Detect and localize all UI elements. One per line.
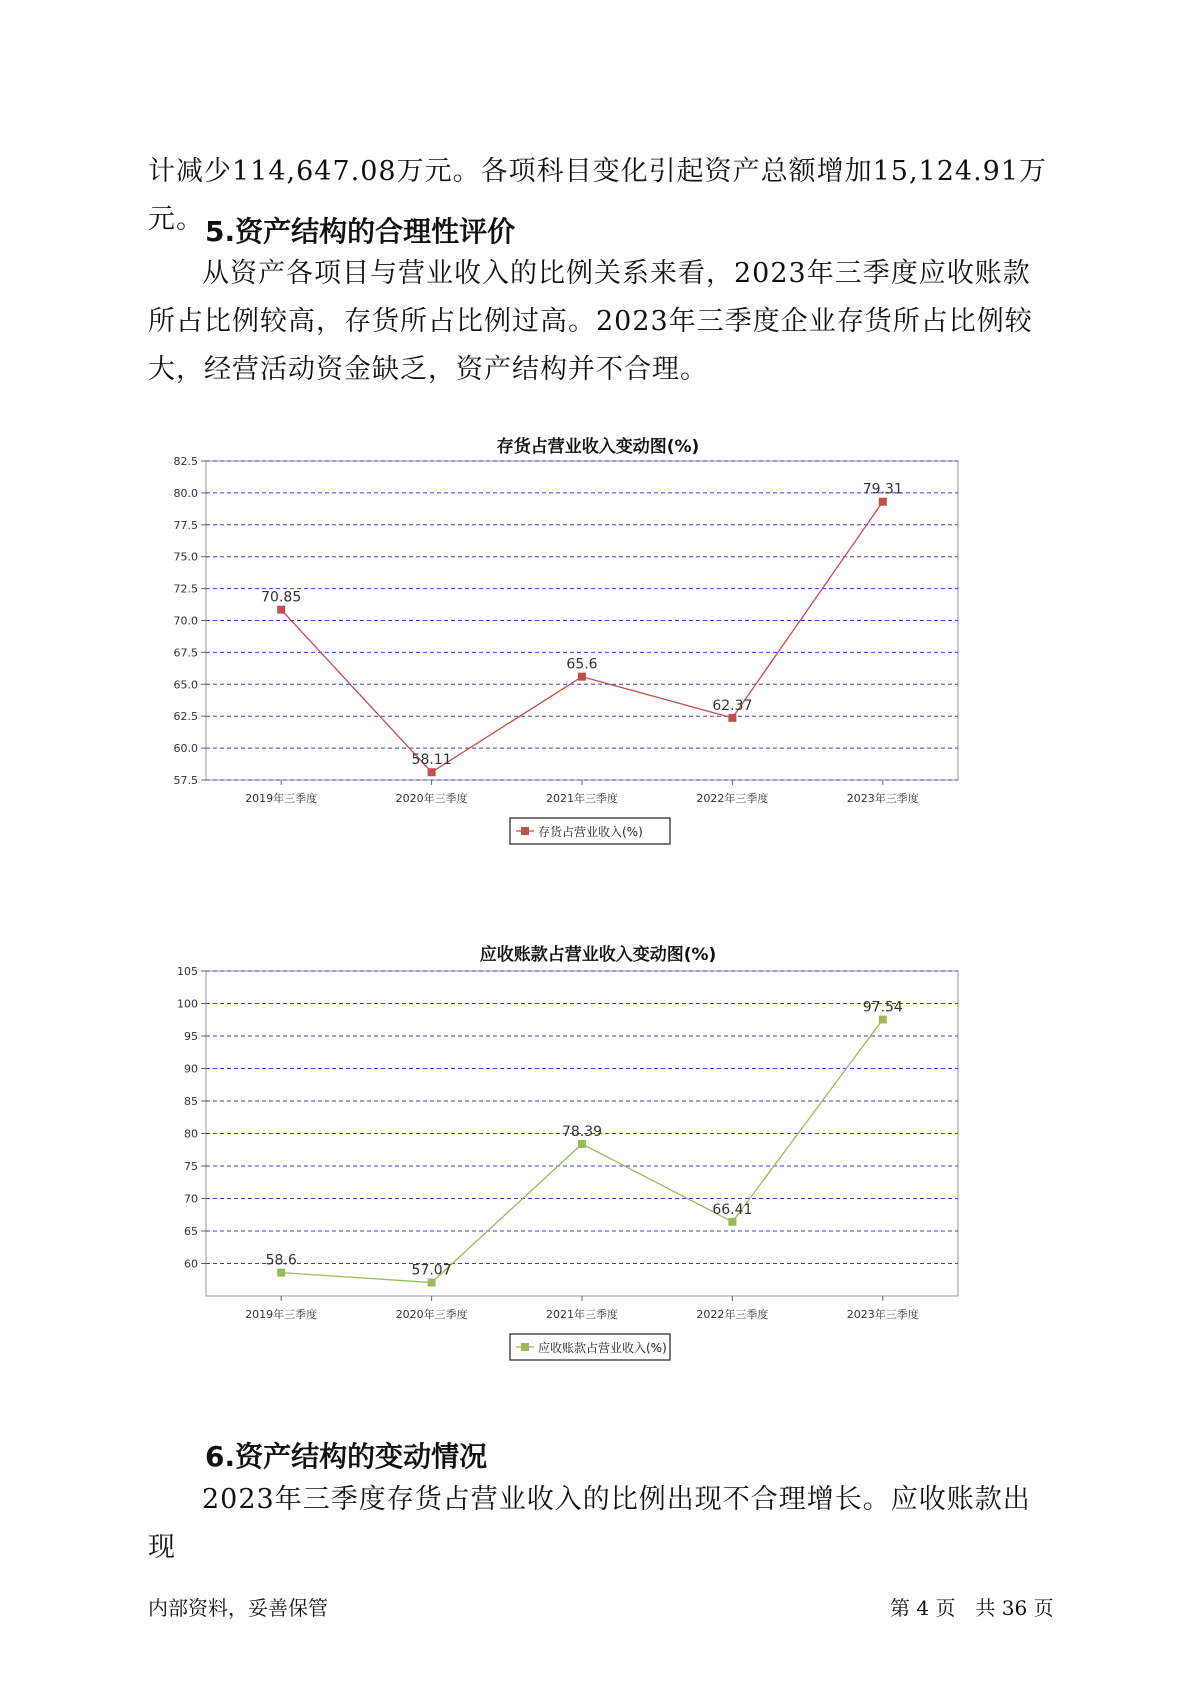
y-tick-label: 85 [184,1095,198,1108]
y-tick-label: 60.0 [173,742,198,756]
footer-note: 内部资料，妥善保管 [148,1596,328,1620]
section5-heading: 5.资产结构的合理性评价 [205,215,516,248]
x-tick-label: 2020年三季度 [395,1308,468,1321]
data-point [578,673,586,681]
legend-marker [521,827,529,835]
intro-line: 计减少114,647.08万元。各项科目变化引起资产总额增加15,124.91万元。 [148,156,1048,235]
data-label: 62.37 [712,697,753,714]
data-label: 78.39 [561,1123,603,1140]
y-tick-label: 95 [184,1030,198,1043]
data-point [277,606,285,614]
data-label: 58.6 [265,1252,297,1269]
section6-paragraph: 2023年三季度存货占营业收入的比例出现不合理增长。应收账款出现 [148,1484,1031,1563]
y-tick-label: 75 [184,1160,198,1173]
y-tick-label: 70 [184,1192,198,1206]
y-tick-label: 70.0 [173,614,198,628]
y-tick-label: 77.5 [173,518,198,532]
data-point [728,714,736,722]
y-tick-label: 82.5 [173,455,198,468]
data-point [728,1218,736,1226]
x-tick-label: 2022年三季度 [696,1308,769,1321]
chart-inventory-ratio [148,455,1048,850]
page-number: 第 4 页 共 36 页 [890,1596,1054,1620]
data-point [277,1269,285,1277]
data-point [578,1140,586,1148]
y-tick-label: 62.5 [173,710,198,724]
data-point [879,498,887,506]
y-tick-label: 67.5 [173,646,198,660]
section5-paragraph: 从资产各项目与营业收入的比例关系来看，2023年三季度应收账款所占比例较高，存货所占比例过高。2023年三季度企业存货所占比例较大，经营活动资金缺乏，资产结构并不合理。 [148,258,1033,385]
y-tick-label: 75.0 [173,550,198,564]
x-tick-label: 2023年三季度 [846,1308,919,1321]
x-tick-label: 2020年三季度 [395,792,468,805]
data-label: 66.41 [712,1201,753,1218]
data-label: 58.11 [411,752,452,769]
x-tick-label: 2021年三季度 [546,1308,618,1321]
y-tick-label: 100 [177,997,198,1011]
data-point [428,1279,436,1287]
data-label: 97.54 [862,999,903,1016]
legend-marker [521,1343,529,1351]
chart-receivables-ratio [148,965,1048,1355]
data-point [879,1015,887,1023]
x-tick-label: 2022年三季度 [696,792,769,805]
y-tick-label: 105 [177,965,198,978]
chart2-title: 应收账款占营业收入变动图(%) [479,945,717,965]
y-tick-label: 72.5 [173,582,198,596]
chart1-title: 存货占营业收入变动图(%) [496,437,700,457]
y-tick-label: 65 [184,1225,198,1238]
section6-heading: 6.资产结构的变动情况 [205,1440,488,1473]
legend-label: 应收账款占营业收入(%) [538,1341,667,1355]
data-label: 70.85 [261,589,302,606]
x-tick-label: 2019年三季度 [245,1308,318,1321]
data-label: 57.07 [411,1262,452,1279]
y-tick-label: 80.0 [173,486,198,500]
x-tick-label: 2021年三季度 [546,792,618,805]
y-tick-label: 57.5 [173,774,198,787]
legend-label: 存货占营业收入(%) [538,825,643,839]
y-tick-label: 90 [184,1062,198,1076]
y-tick-label: 65.0 [173,678,198,692]
x-tick-label: 2023年三季度 [846,792,919,805]
data-point [428,768,436,776]
y-tick-label: 80 [184,1127,198,1141]
x-tick-label: 2019年三季度 [245,792,318,805]
y-tick-label: 60 [184,1257,198,1271]
data-label: 79.31 [862,481,903,498]
data-label: 65.6 [566,656,598,673]
